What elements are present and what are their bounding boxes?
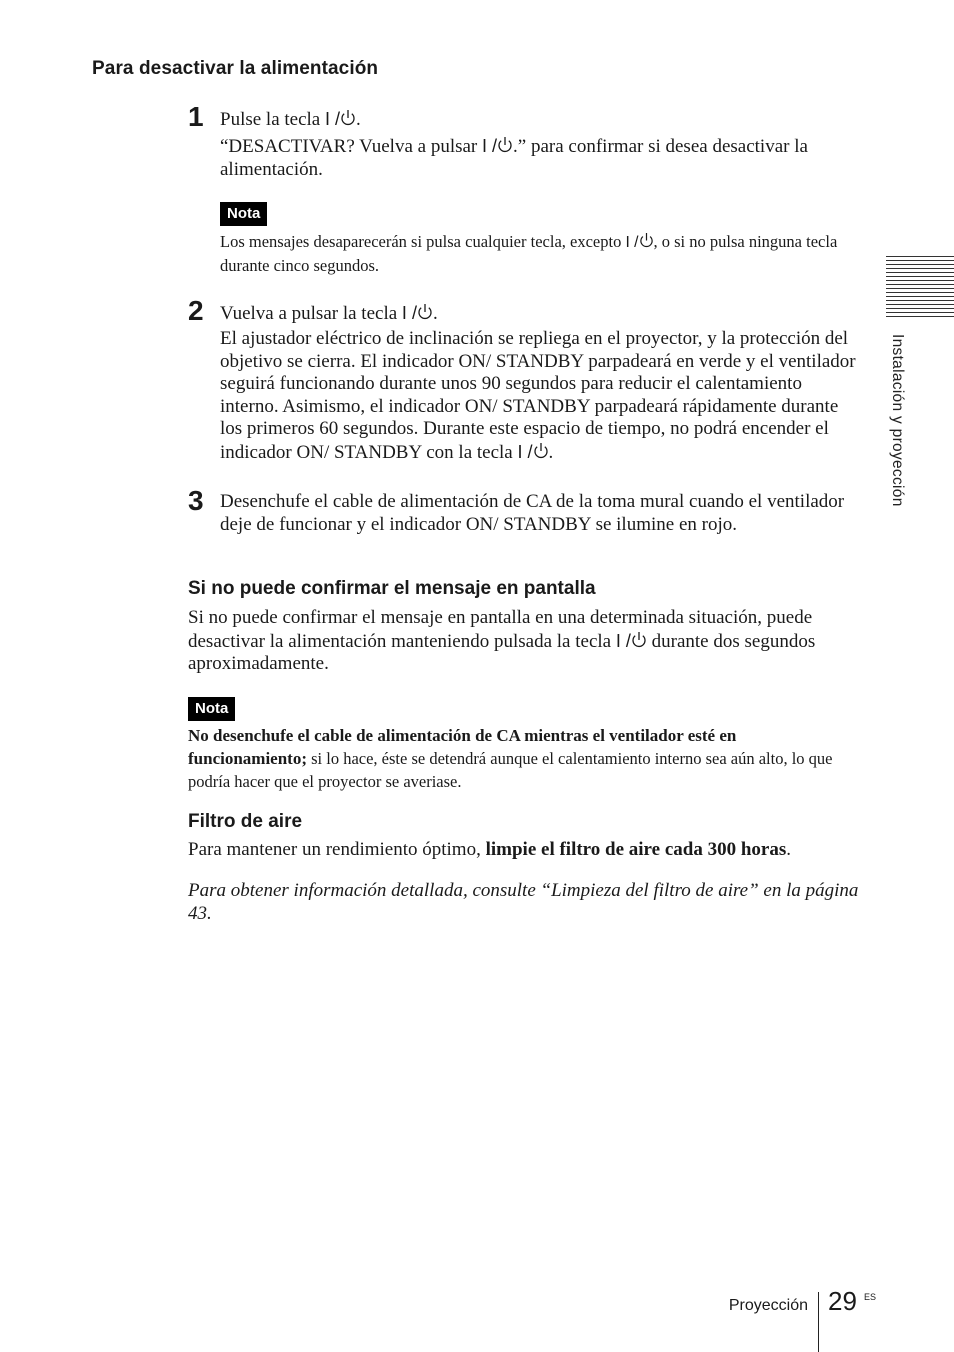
step-1-body-end: .” para confirmar si desea desactivar la alimentación. [220, 136, 808, 180]
power-key [625, 234, 653, 251]
filter-body-emphasis: limpie el filtro de aire cada 300 horas [485, 839, 787, 860]
step-1-title-end: . [356, 109, 361, 130]
filter-section-title: Filtro de aire [188, 811, 303, 832]
step-2-body [220, 328, 860, 465]
power-key [402, 303, 433, 323]
footer-section-name: Proyección [728, 1297, 808, 1314]
confirm-section-title: Si no puede confirmar el mensaje en pantalla [188, 578, 596, 599]
step-number-3: 3 [188, 485, 204, 516]
power-key-label: I / [325, 109, 341, 129]
power-icon [631, 631, 647, 649]
power-icon [639, 232, 654, 249]
note-1-text-end: , o si no pulsa ninguna tecla durante cinco segundos. [220, 232, 838, 275]
power-icon [533, 442, 549, 460]
power-key-label: I / [625, 234, 639, 251]
note-2-text-rest: si lo hace, éste se detendrá aunque el calentamiento interno sea aún alto, lo que podría hacer que el proyector se averiase. [188, 749, 833, 791]
filter-reference: Para obtener información detallada, consulte “Limpieza del filtro de aire” en la página 43. [188, 880, 859, 924]
filter-body-text: Para mantener un rendimiento óptimo, [188, 839, 486, 860]
step-1-title-text: Pulse la tecla [220, 109, 321, 130]
power-key-label: I / [482, 136, 498, 156]
note-badge: Nota [220, 202, 267, 226]
note-1-text [220, 230, 850, 277]
step-2-title [220, 302, 438, 325]
step-2-body-end: . [548, 441, 554, 463]
power-key-label: I / [401, 303, 417, 323]
note-2-text [188, 724, 858, 793]
footer-divider [818, 1292, 819, 1352]
page-language: ES [864, 1292, 877, 1302]
page-number: 29 [828, 1286, 857, 1316]
note-1-text-start: Los mensajes desaparecerán si pulsa cualquier tecla, excepto [220, 232, 622, 251]
power-icon [417, 303, 433, 321]
power-key [517, 442, 548, 462]
confirm-body-end: durante dos segundos aproximadamente. [188, 630, 816, 675]
step-2-body-text: El ajustador eléctrico de inclinación se repliega en el proyector, y la protección del objetivo se cierra. El indicador ON/ STANDBY parpadeará en verde y el ventilador seguirá funcionando durante unos 90 segundos para reducir el calentamiento interno. Asimismo, el indicador ON/ STANDBY parpadeará rápidamente durante los primeros 60 segundos. Durante este espacio de tiempo, no podrá encender el indicador ON/ STANDBY con la tecla [220, 328, 856, 463]
side-tab-label: Instalación y proyección [889, 334, 906, 507]
section-title: Para desactivar la alimentación [92, 58, 379, 79]
confirm-section-body [188, 607, 858, 676]
step-2-title-text: Vuelva a pulsar la tecla [220, 303, 398, 324]
power-key [482, 136, 513, 156]
step-1-body [220, 135, 860, 181]
side-tab-lines [886, 256, 954, 320]
note-badge: Nota [188, 697, 235, 721]
step-3-body: Desenchufe el cable de alimentación de CA de la toma mural cuando el ventilador deje de funcionar y el indicador ON/ STANDBY se ilumine en rojo. [220, 491, 845, 535]
power-key-label: I / [615, 630, 631, 651]
power-icon [340, 109, 356, 127]
power-key-label: I / [517, 441, 533, 462]
power-key [325, 109, 356, 129]
step-number-2: 2 [188, 295, 204, 326]
step-2-title-end: . [432, 303, 438, 324]
confirm-body-text: Si no puede confirmar el mensaje en pantalla en una determinada situación, puede desactivar la alimentación manteniendo pulsada la tecla [188, 607, 813, 652]
step-1-title [220, 108, 361, 131]
power-key [616, 631, 647, 651]
step-1-body-text: “DESACTIVAR? Vuelva a pulsar [220, 136, 478, 157]
filter-body-end: . [786, 839, 791, 860]
power-icon [497, 136, 513, 154]
filter-section-body [188, 839, 868, 862]
note-2-warning: No desenchufe el cable de alimentación de CA mientras el ventilador esté en funcionamiento; [188, 726, 737, 768]
step-number-1: 1 [188, 101, 204, 132]
